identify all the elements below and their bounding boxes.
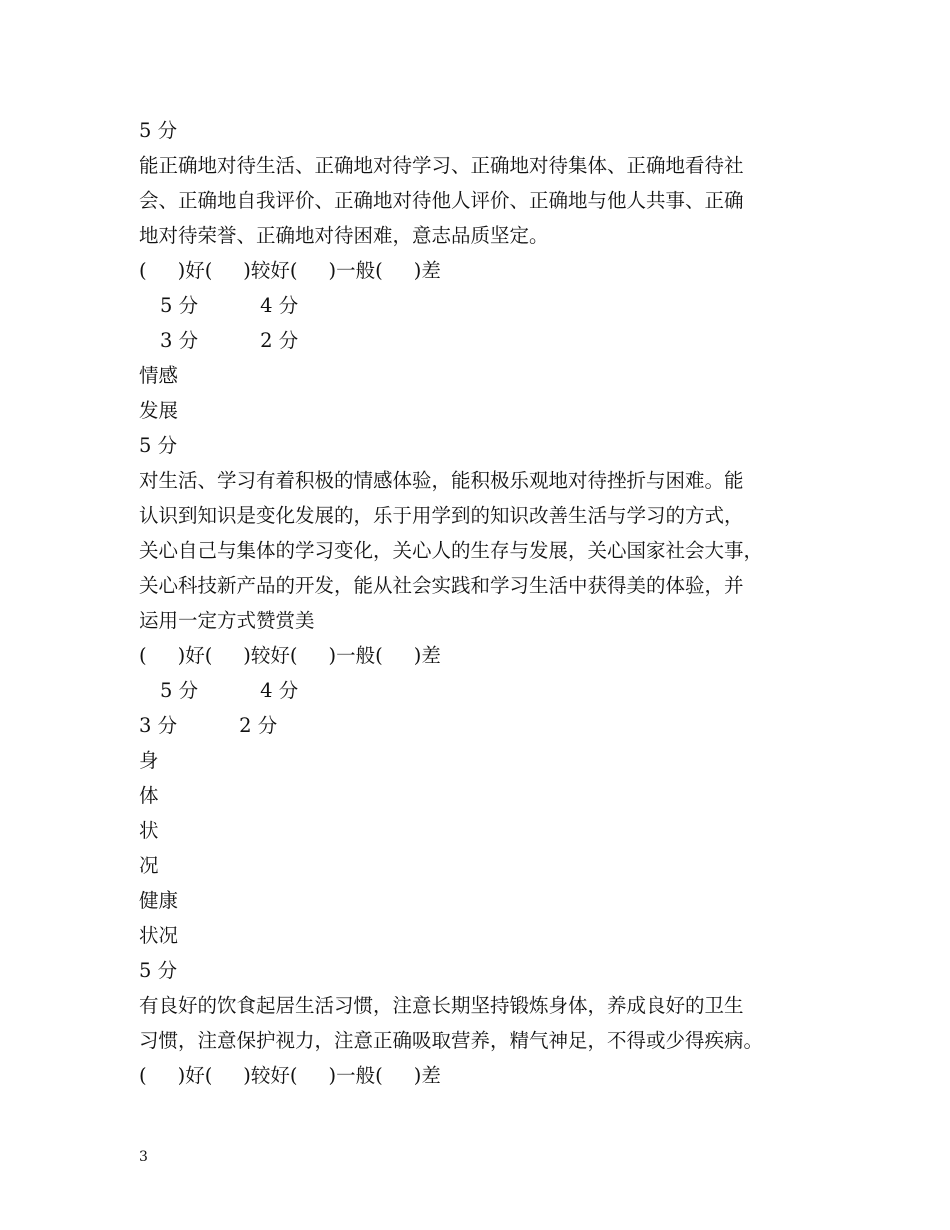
score-label: 5 分 — [139, 959, 178, 982]
category-label: 发展 — [139, 399, 179, 422]
criteria-text-line: 运用一定方式赞赏美 — [139, 609, 315, 632]
criteria-text-line: 关心科技新产品的开发，能从社会实践和学习生活中获得美的体验，并 — [139, 574, 744, 597]
category-label: 况 — [139, 854, 159, 877]
score-scale: 5 分 4 分 — [160, 294, 299, 317]
category-label: 身 — [139, 749, 159, 772]
category-label: 健康 — [139, 889, 179, 912]
score-scale: 5 分 4 分 — [160, 679, 299, 702]
criteria-text-line: 能正确地对待生活、正确地对待学习、正确地对待集体、正确地看待社 — [139, 154, 744, 177]
rating-options: ( )好( )较好( )一般( )差 — [139, 1064, 441, 1087]
criteria-text-line: 习惯，注意保护视力，注意正确吸取营养，精气神足，不得或少得疾病。 — [139, 1029, 764, 1052]
criteria-text-line: 有良好的饮食起居生活习惯，注意长期坚持锻炼身体，养成良好的卫生 — [139, 994, 744, 1017]
score-scale: 3 分 2 分 — [160, 329, 299, 352]
rating-options: ( )好( )较好( )一般( )差 — [139, 259, 441, 282]
category-label: 状况 — [139, 924, 179, 947]
criteria-text-line: 对生活、学习有着积极的情感体验，能积极乐观地对待挫折与困难。能 — [139, 469, 744, 492]
criteria-text-line: 地对待荣誉、正确地对待困难，意志品质坚定。 — [139, 224, 549, 247]
page-number: 3 — [139, 1149, 148, 1165]
document-body — [139, 113, 829, 1093]
score-label: 5 分 — [139, 119, 178, 142]
rating-options: ( )好( )较好( )一般( )差 — [139, 644, 441, 667]
criteria-text-line: 关心自己与集体的学习变化，关心人的生存与发展，关心国家社会大事， — [139, 539, 764, 562]
category-label: 情感 — [139, 364, 179, 387]
category-label: 体 — [139, 784, 159, 807]
score-scale: 3 分 2 分 — [139, 714, 278, 737]
category-label: 状 — [139, 819, 159, 842]
criteria-text-line: 认识到知识是变化发展的，乐于用学到的知识改善生活与学习的方式， — [139, 504, 744, 527]
criteria-text-line: 会、正确地自我评价、正确地对待他人评价、正确地与他人共事、正确 — [139, 189, 744, 212]
score-label: 5 分 — [139, 434, 178, 457]
